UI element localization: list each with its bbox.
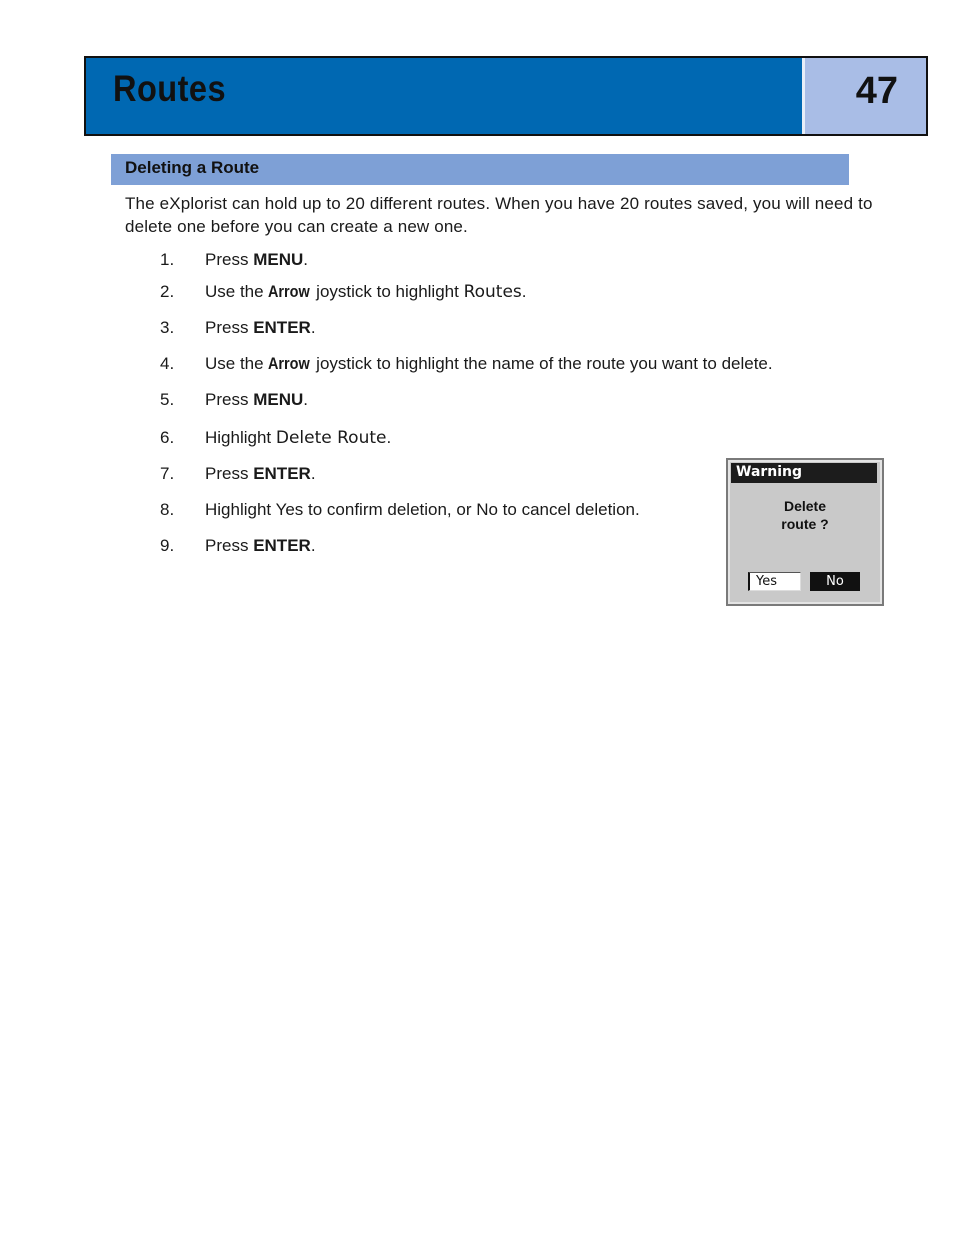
step-screen-term: Routes xyxy=(463,282,522,302)
step-number: 8. xyxy=(160,500,175,519)
step-number: 5. xyxy=(160,390,175,409)
step-text: Use the xyxy=(205,354,269,373)
step-number: 3. xyxy=(160,318,175,337)
step-key: ENTER xyxy=(253,318,311,337)
step-number: 7. xyxy=(160,464,175,483)
step-text-end: . xyxy=(386,428,392,447)
section-heading-bar xyxy=(111,154,849,185)
step-text-end: . xyxy=(521,282,527,301)
step-key: MENU xyxy=(253,390,304,409)
device-yes-button: Yes xyxy=(748,572,801,591)
step-text-mid: joystick to highlight the name of the route you want to delete. xyxy=(311,354,773,373)
device-message-line2: route ? xyxy=(781,516,829,532)
device-screen-warning xyxy=(726,458,884,606)
step-text-end: . xyxy=(310,318,316,337)
step-1 xyxy=(160,250,308,270)
step-text-end: . xyxy=(303,390,308,409)
step-text: Press xyxy=(205,464,254,483)
page-number: 47 xyxy=(855,70,898,112)
step-text: Use the xyxy=(205,282,269,301)
step-key: ENTER xyxy=(253,464,311,483)
step-9 xyxy=(160,536,316,556)
step-7 xyxy=(160,464,316,484)
step-number: 9. xyxy=(160,536,175,555)
page-header xyxy=(84,56,928,136)
step-text: Press xyxy=(205,390,254,409)
step-key: Arrow xyxy=(268,354,311,373)
intro-paragraph: The eXplorist can hold up to 20 different routes. When you have 20 routes saved, you will need to delete one before you can create a new one. xyxy=(125,194,873,236)
device-title: Warning xyxy=(736,464,803,480)
step-key: MENU xyxy=(253,250,304,269)
step-text: Highlight xyxy=(205,428,276,447)
step-number: 1. xyxy=(160,250,175,269)
step-text-end: . xyxy=(303,250,308,269)
step-text: Highlight Yes to confirm deletion, or No to cancel deletion. xyxy=(205,500,640,519)
step-text: Press xyxy=(205,318,254,337)
step-text-end: . xyxy=(310,464,316,483)
step-key: ENTER xyxy=(253,536,311,555)
step-number: 2. xyxy=(160,282,175,301)
step-text-mid: joystick to highlight xyxy=(311,282,464,301)
step-6 xyxy=(160,428,391,448)
step-2 xyxy=(160,282,527,302)
page-title: Routes xyxy=(113,68,226,109)
step-text-end: . xyxy=(310,536,316,555)
step-screen-term: Delete Route xyxy=(275,428,387,448)
step-text: Press xyxy=(205,250,254,269)
step-4 xyxy=(160,354,773,374)
step-number: 4. xyxy=(160,354,175,373)
page-number-box xyxy=(802,58,926,134)
step-number: 6. xyxy=(160,428,175,447)
step-key: Arrow xyxy=(268,282,311,301)
device-no-button: No xyxy=(810,572,860,591)
device-message xyxy=(728,497,882,533)
step-text: Press xyxy=(205,536,254,555)
section-title: Deleting a Route xyxy=(125,158,260,177)
step-3 xyxy=(160,318,316,338)
step-8 xyxy=(160,500,640,520)
device-message-line1: Delete xyxy=(783,498,827,514)
step-5 xyxy=(160,390,308,410)
device-title-bar xyxy=(731,463,877,483)
